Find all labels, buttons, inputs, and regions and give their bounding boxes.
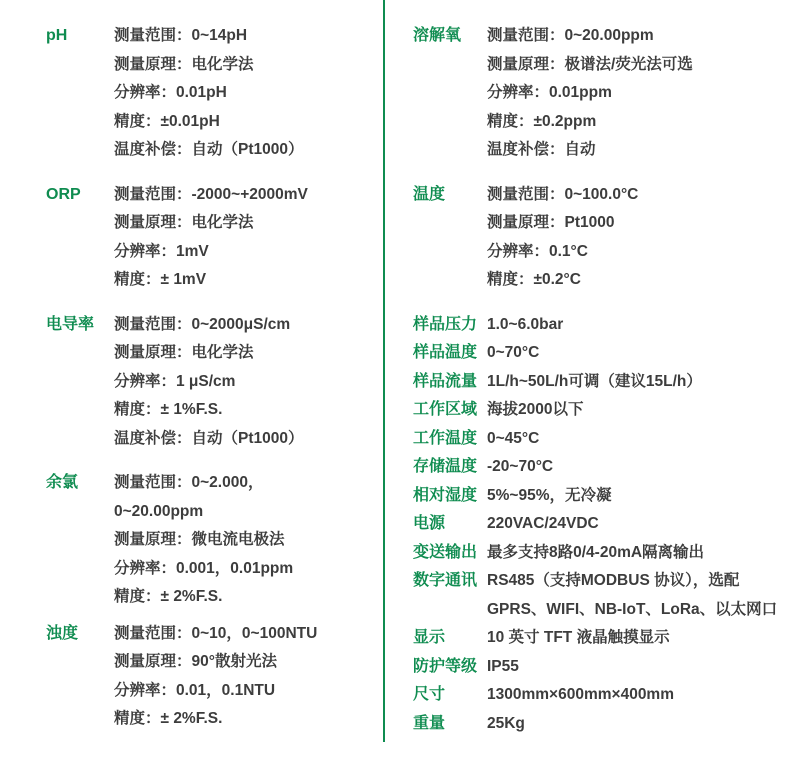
spec-row-value [487, 396, 787, 425]
spec-row [413, 567, 787, 624]
spec-row-value-line: 海拔2000以下 [487, 401, 584, 418]
param-label: pH [46, 27, 68, 44]
param-lines [114, 620, 383, 734]
spec-row-label: 重量 [413, 714, 446, 732]
right-column [386, 0, 787, 738]
spec-row-label: 电源 [413, 515, 446, 532]
param-section [46, 469, 383, 612]
spec-row-label: 工作温度 [413, 429, 478, 447]
spec-row-value-line: RS485（支持MODBUS 协议），选配 [487, 572, 740, 589]
spec-row-value [487, 710, 787, 739]
spec-line: 测量范围：0~14pH [114, 27, 248, 44]
param-lines [114, 22, 383, 165]
spec-row-value [487, 539, 787, 568]
spec-row [413, 510, 787, 539]
spec-line: 测量原理：微电流电极法 [114, 531, 285, 548]
spec-row-value [487, 624, 787, 653]
spec-row-value [487, 425, 787, 454]
param-label: 温度 [413, 185, 446, 203]
param-lines [487, 181, 787, 295]
spec-row-label: 相对湿度 [413, 486, 478, 504]
spec-line: 测量范围：0~20.00ppm [487, 27, 654, 44]
spec-line: 温度补偿：自动（Pt1000） [114, 429, 304, 447]
spec-row [413, 396, 787, 425]
spec-row-label: 存储温度 [413, 458, 478, 475]
spec-row [413, 482, 787, 511]
param-lines [114, 311, 383, 454]
spec-line: 精度：±0.01pH [114, 112, 220, 130]
spec-row-value-line: 1300mm×600mm×400mm [487, 686, 674, 703]
spec-row-value [487, 311, 787, 340]
left-column [0, 0, 383, 750]
spec-row-label: 工作区域 [413, 401, 478, 418]
spec-line: 分辨率：0.001，0.01ppm [114, 559, 294, 577]
param-lines [487, 22, 787, 165]
spec-line: 测量范围：0~100.0°C [487, 185, 639, 203]
spec-row-label: 样品流量 [413, 372, 478, 390]
spec-row-value [487, 653, 787, 682]
spec-line: 测量原理：电化学法 [114, 55, 254, 73]
param-label: 电导率 [46, 315, 95, 333]
spec-line: 测量原理：Pt1000 [487, 214, 615, 231]
right-parameter-sections [413, 22, 787, 295]
param-label: ORP [46, 185, 81, 203]
spec-row-value-line: 0~45°C [487, 429, 540, 447]
spec-row-label: 样品压力 [413, 315, 478, 333]
spec-row [413, 425, 787, 454]
param-label: 浊度 [46, 624, 79, 642]
spec-row-value-line: 25Kg [487, 714, 525, 732]
spec-line: 测量原理：电化学法 [114, 214, 254, 231]
spec-row [413, 368, 787, 397]
spec-row-value-line: 10 英寸 TFT 液晶触摸显示 [487, 629, 670, 646]
spec-row-value-line: 1L/h~50L/h可调（建议15L/h） [487, 372, 702, 390]
spec-line: 分辨率：0.01，0.1NTU [114, 681, 276, 699]
spec-line: 精度：±0.2°C [487, 271, 581, 288]
spec-line: 精度：± 1%F.S. [114, 401, 223, 418]
column-divider-rule [383, 0, 385, 742]
spec-line: 测量原理：电化学法 [114, 344, 254, 361]
spec-line: 0~20.00ppm [114, 502, 204, 520]
param-section [46, 620, 383, 734]
spec-line: 分辨率：0.01ppm [487, 84, 612, 101]
spec-line: 测量范围：-2000~+2000mV [114, 185, 308, 203]
spec-row-value-line: 5%~95%，无冷凝 [487, 486, 612, 504]
param-section [413, 181, 787, 295]
spec-row [413, 681, 787, 710]
param-label: 余氯 [46, 474, 79, 491]
spec-row-value [487, 567, 787, 624]
spec-row-value [487, 510, 787, 539]
spec-row-label: 防护等级 [413, 657, 478, 675]
system-spec-list [413, 311, 787, 739]
spec-row-value-line: -20~70°C [487, 458, 554, 475]
spec-line: 测量原理：90°散射光法 [114, 653, 277, 670]
spec-line: 精度：± 2%F.S. [114, 710, 223, 727]
spec-row-label: 数字通讯 [413, 572, 478, 589]
spec-row-value [487, 453, 787, 482]
param-section [46, 181, 383, 295]
spec-line: 分辨率：0.1°C [487, 242, 588, 260]
param-section [46, 22, 383, 165]
param-section [46, 311, 383, 454]
spec-row-value-line: 最多支持8路0/4-20mA隔离输出 [487, 543, 705, 561]
spec-line: 分辨率：1 μS/cm [114, 372, 236, 390]
spec-row [413, 653, 787, 682]
spec-row-value-line: 1.0~6.0bar [487, 315, 564, 333]
spec-line: 测量范围：0~2000μS/cm [114, 315, 291, 333]
spec-row-value-line: IP55 [487, 657, 519, 675]
param-lines [114, 469, 383, 612]
spec-row-label: 变送输出 [413, 543, 478, 561]
spec-row-value [487, 482, 787, 511]
param-lines [114, 181, 383, 295]
spec-row-label: 尺寸 [413, 686, 446, 703]
spec-row [413, 453, 787, 482]
spec-line: 测量范围：0~2.000， [114, 474, 264, 491]
spec-line: 测量范围：0~10，0~100NTU [114, 624, 318, 642]
spec-row [413, 710, 787, 739]
spec-row-value [487, 339, 787, 368]
spec-row-value-line: GPRS、WIFI、NB-IoT、LoRa、以太网口 [487, 600, 778, 618]
spec-line: 温度补偿：自动（Pt1000） [114, 141, 304, 158]
spec-line: 精度：± 2%F.S. [114, 588, 223, 605]
spec-line: 分辨率：1mV [114, 242, 209, 260]
param-section [413, 22, 787, 165]
param-label: 溶解氧 [413, 27, 462, 44]
spec-row-value-line: 220VAC/24VDC [487, 515, 599, 532]
spec-row [413, 339, 787, 368]
spec-line: 温度补偿：自动 [487, 141, 596, 158]
spec-row-value-line: 0~70°C [487, 344, 540, 361]
spec-row [413, 311, 787, 340]
spec-row-value [487, 681, 787, 710]
spec-row-label: 样品温度 [413, 344, 478, 361]
spec-line: 精度：± 1mV [114, 271, 207, 288]
spec-row-label: 显示 [413, 629, 446, 646]
spec-line: 精度：±0.2ppm [487, 112, 597, 130]
spec-line: 测量原理：极谱法/荧光法可选 [487, 55, 693, 73]
spec-row [413, 539, 787, 568]
spec-row-value [487, 368, 787, 397]
spec-line: 分辨率：0.01pH [114, 84, 227, 101]
spec-row [413, 624, 787, 653]
